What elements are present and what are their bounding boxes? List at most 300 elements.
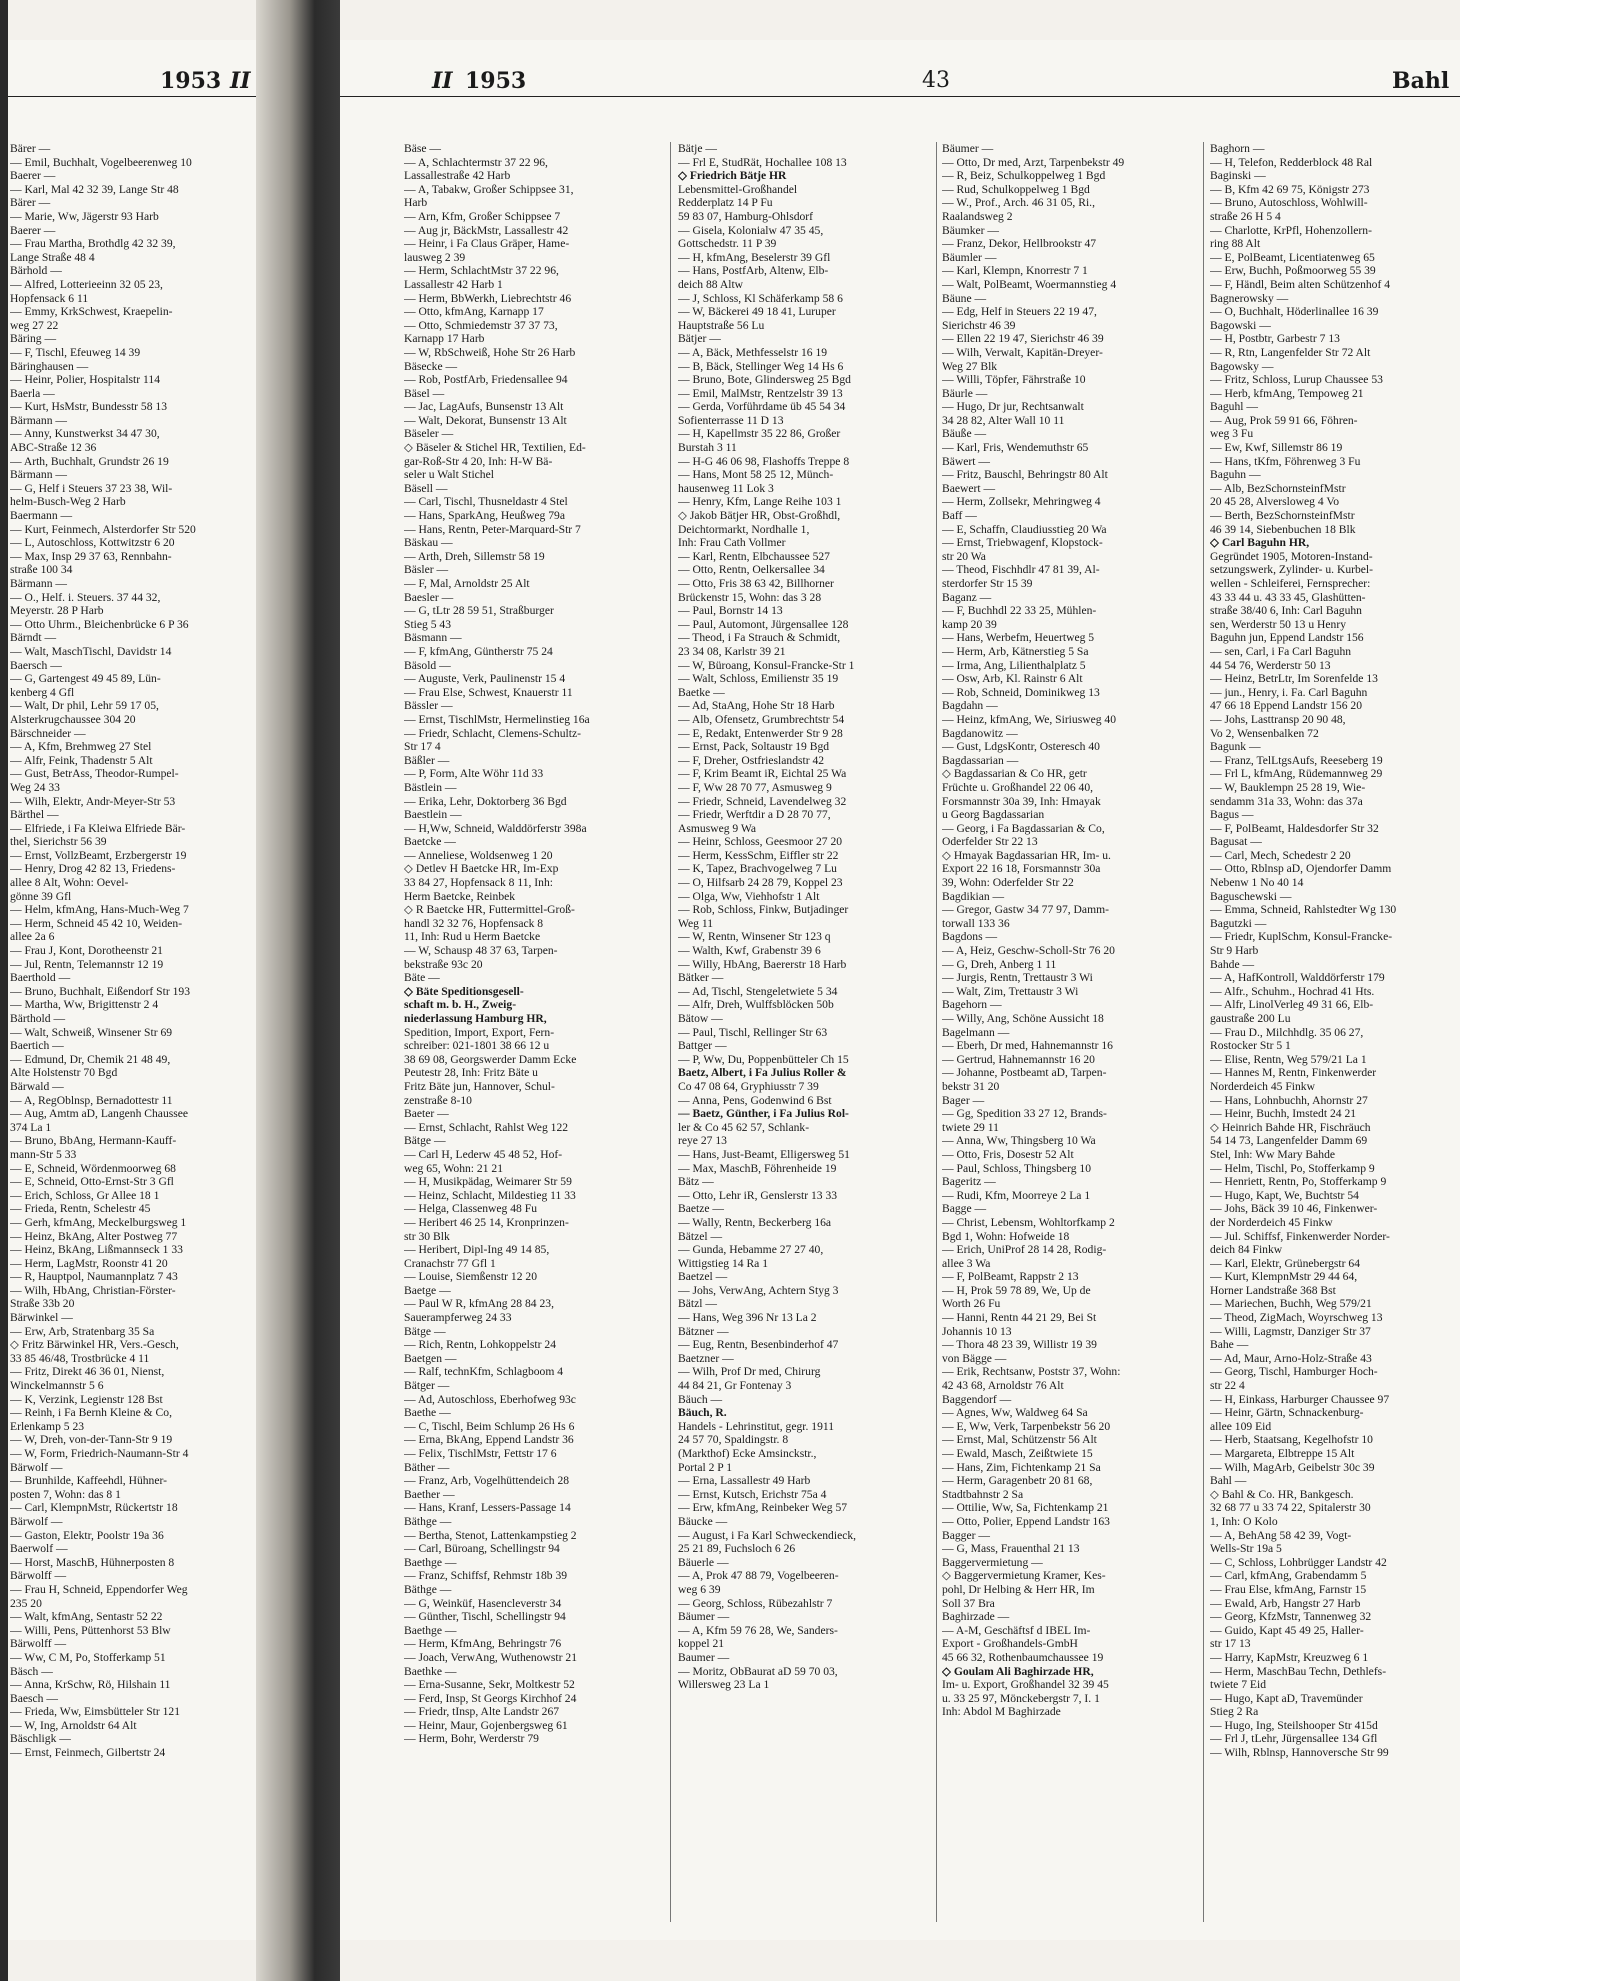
directory-entry-line: seler u Walt Stichel	[404, 468, 494, 482]
directory-entry-line: Bäring —	[10, 332, 57, 346]
directory-entry-line: niederlassung Hamburg HR,	[404, 1012, 547, 1025]
directory-entry-line: — Heinr, Gärtn, Schnackenburg-	[1210, 1406, 1364, 1420]
directory-entry-line: — Hugo, Kapt aD, Travemünder	[1210, 1691, 1363, 1705]
directory-entry-line: — Gunda, Hebamme 27 27 40,	[678, 1243, 824, 1257]
directory-entry-line: — sen, Carl, i Fa Carl Baguhn	[1210, 644, 1352, 658]
directory-entry-line: 374 La 1	[10, 1120, 52, 1134]
directory-entry-line: Raalandsweg 2	[942, 209, 1013, 223]
directory-entry-line: koppel 21	[678, 1637, 725, 1651]
directory-entry-line: posten 7, Wohn: das 8 1	[10, 1487, 121, 1501]
directory-entry-line: allee 2a 6	[10, 930, 55, 944]
directory-entry-line: Bärwinkel —	[10, 1311, 73, 1325]
directory-entry-line: — Otto, Fris 38 63 42, Billhorner	[678, 577, 834, 590]
directory-entry-line: — Rudi, Kfm, Moorreye 2 La 1	[942, 1188, 1091, 1202]
directory-entry-line: — Gertrud, Hahnemannstr 16 20	[942, 1052, 1095, 1066]
directory-entry-line: Bärthold —	[10, 1012, 66, 1025]
directory-entry-line: schreiber: 021-1801 38 66 12 u	[404, 1039, 550, 1053]
directory-entry-line: — W, Büroang, Konsul-Francke-Str 1	[678, 658, 855, 672]
directory-entry-line: Baestlein —	[404, 808, 462, 822]
directory-entry-line: — Edg, Helf in Steuers 22 19 47,	[942, 305, 1097, 319]
directory-column-left-page	[8, 142, 250, 1922]
page-number: 43	[922, 68, 950, 93]
directory-entry-line: — Otto, Lehr iR, Genslerstr 13 33	[678, 1188, 838, 1202]
directory-entry-line: — Eberh, Dr med, Hahnemannstr 16	[942, 1039, 1113, 1053]
directory-entry-line: — Emmy, KrkSchwest, Kraepelin-	[10, 305, 173, 319]
directory-entry-line: — Theod, ZigMach, Woyrschweg 13	[1210, 1311, 1383, 1325]
directory-entry-line: — Bruno, Buchhalt, Eißendorf Str 193	[10, 984, 191, 998]
directory-entry-line: Bäsel —	[404, 386, 445, 400]
directory-entry-line: Baetz, Albert, i Fa Julius Roller &	[678, 1066, 847, 1080]
directory-entry-line: Bageritz —	[942, 1175, 996, 1189]
column-divider	[1203, 142, 1204, 1922]
directory-entry-line: — Gaston, Elektr, Poolstr 19a 36	[10, 1528, 164, 1542]
directory-entry-line: — Hans, Kranf, Lessers-Passage 14	[404, 1501, 571, 1515]
directory-entry-line: — Georg, Tischl, Hamburger Hoch-	[1210, 1365, 1378, 1379]
directory-entry-line: Straße 33b 20	[10, 1297, 75, 1311]
directory-entry-line: — Wilh, Verwalt, Kapitän-Dreyer-	[942, 345, 1103, 359]
directory-entry-line: — Alfr, LinolVerleg 49 31 66, Elb-	[1210, 998, 1374, 1012]
directory-entry-line: Bäsler —	[404, 563, 449, 577]
directory-entry-line: 39, Wohn: Oderfelder Str 22	[942, 876, 1074, 890]
directory-entry-line: ◇ Bäseler & Stichel HR, Textilien, Ed-	[404, 441, 586, 455]
directory-entry-line: — Anna, KrSchw, Rö, Hilshain 11	[10, 1678, 171, 1692]
directory-entry-line: — Frau J, Kont, Dorotheenstr 21	[10, 944, 163, 958]
directory-entry-line: — Willi, Lagmstr, Danziger Str 37	[1210, 1324, 1371, 1338]
directory-entry-line: — Edmund, Dr, Chemik 21 48 49,	[10, 1052, 171, 1066]
directory-entry-line: Bäumker —	[942, 223, 999, 237]
directory-entry-line: — Alfred, Lotterieeinn 32 05 23,	[10, 277, 163, 291]
directory-entry-line: Baff —	[942, 509, 977, 523]
directory-entry-line: — R, Hauptpol, Naumannplatz 7 43	[10, 1270, 178, 1284]
directory-entry-line: — A, Kfm 59 76 28, We, Sanders-	[678, 1623, 838, 1637]
directory-entry-line: — E, Redakt, Entenwerder Str 9 28	[678, 726, 843, 740]
directory-entry-line: Baertich —	[10, 1039, 64, 1053]
directory-entry-line: — Wilh, Elektr, Andr-Meyer-Str 53	[10, 794, 176, 808]
directory-entry-line: — Georg, KfzMstr, Tannenweg 32	[1210, 1610, 1372, 1624]
directory-entry-line: Sierichstr 46 39	[942, 318, 1016, 332]
directory-entry-line: — F, PolBeamt, Haldesdorfer Str 32	[1210, 821, 1379, 835]
directory-entry-line: ◇ R Baetcke HR, Futtermittel-Groß-	[404, 903, 575, 917]
directory-entry-line: Baethge —	[404, 1623, 457, 1637]
directory-entry-line: — Rob, PostfArb, Friedensallee 94	[404, 373, 568, 387]
directory-entry-line: twiete 29 11	[942, 1120, 999, 1134]
directory-entry-line: ◇ Bagdassarian & Co HR, getr	[942, 767, 1087, 781]
directory-entry-line: — Otto, Schmiedemstr 37 37 73,	[404, 318, 558, 332]
directory-entry-line: — Frau H, Schneid, Eppendorfer Weg	[10, 1582, 188, 1596]
directory-entry-line: — Walt, Schloss, Emilienstr 35 19	[678, 672, 839, 686]
directory-entry-line: — Carl, Mech, Schedestr 2 20	[1210, 848, 1351, 862]
directory-entry-line: — Hugo, Kapt, We, Buchtstr 54	[1210, 1188, 1359, 1202]
directory-entry-line: Bätzl —	[678, 1297, 717, 1311]
directory-entry-line: Handels - Lehrinstitut, gegr. 1911	[678, 1419, 835, 1433]
directory-entry-line: Stieg 5 43	[404, 617, 452, 631]
directory-entry-line: — P, Ww, Du, Poppenbütteler Ch 15	[678, 1052, 849, 1066]
directory-entry-line: 33 84 27, Hopfensack 8 11, Inh:	[404, 876, 553, 890]
directory-entry-line: ring 88 Alt	[1210, 237, 1261, 251]
directory-entry-line: — Irma, Ang, Lilienthalplatz 5	[942, 658, 1086, 672]
directory-entry-line: Baerthold —	[10, 971, 71, 985]
directory-entry-line: — Herm, MaschBau Techn, Dethlefs-	[1210, 1664, 1387, 1678]
directory-entry-line: — W., Prof., Arch. 46 31 05, Ri.,	[942, 196, 1095, 210]
directory-entry-line: — Hans, PostfArb, Altenw, Elb-	[678, 264, 829, 278]
directory-entry-line: — Osw, Arb, Kl. Rainstr 6 Alt	[942, 672, 1083, 686]
directory-entry-line: 23 34 08, Karlstr 39 21	[678, 644, 786, 658]
directory-entry-line: Spedition, Import, Export, Fern-	[404, 1025, 555, 1039]
directory-entry-line: Bärwolf —	[10, 1460, 63, 1474]
directory-entry-line: — Paul W R, kfmAng 28 84 23,	[404, 1297, 554, 1311]
directory-entry-line: Baerer —	[10, 169, 56, 183]
directory-entry-line: — G, Helf i Steuers 37 23 38, Wil-	[10, 481, 173, 495]
directory-entry-line: ABC-Straße 12 36	[10, 441, 97, 455]
directory-entry-line: — Gust, LdgsKontr, Osteresch 40	[942, 740, 1100, 754]
directory-entry-line: straße 26 H 5 4	[1210, 209, 1281, 223]
directory-entry-line: 43 33 44 u. 43 33 45, Glashütten-	[1210, 590, 1366, 604]
directory-entry-line: — F, Tischl, Efeuweg 14 39	[10, 345, 141, 359]
directory-entry-line: Bagelmann —	[942, 1025, 1010, 1039]
directory-entry-line: — R, Beiz, Schulkoppelweg 1 Bgd	[942, 169, 1106, 183]
directory-entry-line: Baetcke —	[404, 835, 456, 849]
directory-entry-line: — Gisela, Kolonialw 47 35 45,	[678, 223, 824, 237]
directory-entry-line: Export - Großhandels-GmbH	[942, 1637, 1078, 1651]
directory-entry-line: — Jurgis, Rentn, Trettaustr 3 Wi	[942, 971, 1093, 985]
directory-entry-line: — Ferd, Insp, St Georgs Kirchhof 24	[404, 1691, 577, 1705]
directory-entry-line: Baghorn —	[1210, 142, 1265, 155]
directory-entry-line: — Joach, VerwAng, Wuthenowstr 21	[404, 1650, 577, 1664]
directory-entry-line: — Friedr, tInsp, Alte Landstr 267	[404, 1705, 560, 1719]
directory-entry-line: 59 83 07, Hamburg-Ohlsdorf	[678, 209, 814, 223]
directory-entry-line: — Anna, Ww, Thingsberg 10 Wa	[942, 1134, 1096, 1148]
directory-entry-line: — A, Schlachtermstr 37 22 96,	[404, 155, 548, 169]
directory-entry-line: sterdorfer Str 15 39	[942, 577, 1033, 590]
directory-entry-line: — Otto, Rentn, Oelkersallee 34	[678, 563, 825, 577]
directory-entry-line: — Karl, Klempn, Knorrestr 7 1	[942, 264, 1088, 278]
directory-entry-line: Sofienterrasse 11 D 13	[678, 413, 784, 427]
directory-entry-line: Bäsmann —	[404, 631, 462, 645]
directory-entry-line: Bäuch —	[678, 1392, 723, 1406]
directory-entry-line: Lange Straße 48 4	[10, 250, 95, 264]
directory-entry-line: — Ewald, Masch, Zeißtwiete 15	[942, 1447, 1093, 1460]
directory-entry-line: Asmusweg 9 Wa	[678, 821, 757, 835]
directory-entry-line: — Otto, Fris, Dosestr 52 Alt	[942, 1147, 1074, 1161]
directory-entry-line: — Franz, TelLtgsAufs, Reeseberg 19	[1210, 753, 1383, 767]
directory-column-2	[676, 142, 940, 1922]
directory-entry-line: — Aug, Prok 59 91 66, Föhren-	[1210, 413, 1358, 427]
directory-entry-line: sendamm 31a 33, Wohn: das 37a	[1210, 794, 1363, 808]
directory-entry-line: — Gerh, kfmAng, Meckelburgsweg 1	[10, 1215, 187, 1229]
directory-entry-line: — Carl H, Lederw 45 48 52, Hof-	[404, 1147, 563, 1161]
directory-entry-line: str 30 Blk	[404, 1229, 450, 1243]
directory-entry-line: Früchte u. Großhandel 22 06 40,	[942, 780, 1094, 794]
directory-entry-line: ◇ Carl Baguhn HR,	[1210, 536, 1310, 550]
directory-entry-line: — Fritz, Direkt 46 36 01, Nienst,	[10, 1365, 165, 1379]
directory-entry-line: Baguschewski —	[1210, 889, 1292, 903]
directory-entry-line: Bäsold —	[404, 658, 451, 672]
directory-entry-line: — Fritz, Schloss, Lurup Chaussee 53	[1210, 373, 1383, 387]
directory-entry-line: Winckelmannstr 5 6	[10, 1379, 104, 1393]
directory-entry-line: — Arth, Buchhalt, Grundstr 26 19	[10, 454, 169, 468]
directory-entry-line: — Erik, Rechtsanw, Poststr 37, Wohn:	[942, 1365, 1121, 1379]
directory-entry-line: Bagowsky —	[1210, 359, 1274, 373]
directory-entry-line: — Thora 48 23 39, Willistr 19 39	[942, 1338, 1097, 1352]
directory-entry-line: Bagdikian —	[942, 889, 1005, 903]
directory-entry-line: weg 3 Fu	[1210, 427, 1254, 441]
directory-entry-line: — H, Postbtr, Garbestr 7 13	[1210, 332, 1340, 346]
directory-entry-line: — O, Hilfsarb 24 28 79, Koppel 23	[678, 876, 843, 890]
directory-entry-line: Baersch —	[10, 658, 62, 672]
directory-entry-line: — Fritz, Bauschl, Behringstr 80 Alt	[942, 468, 1108, 482]
directory-entry-line: — Ernst, VollzBeamt, Erzbergerstr 19	[10, 848, 187, 862]
directory-entry-line: Bärschneider —	[10, 726, 86, 740]
directory-entry-line: — Bruno, BbAng, Hermann-Kauff-	[10, 1134, 177, 1148]
directory-entry-line: — H,Ww, Schneid, Walddörferstr 398a	[404, 821, 587, 835]
directory-entry-line: str 22 4	[1210, 1379, 1245, 1393]
directory-entry-line: — Hans, Mont 58 25 12, Münch-	[678, 468, 834, 482]
directory-entry-line: — Emil, Buchhalt, Vogelbeerenweg 10	[10, 155, 192, 169]
directory-entry-line: schaft m. b. H., Zweig-	[404, 998, 517, 1012]
directory-entry-line: Bäsecke —	[404, 359, 458, 373]
directory-entry-line: Hopfensack 6 11	[10, 291, 89, 305]
directory-entry-line: — Theod, i Fa Strauch & Schmidt,	[678, 631, 841, 645]
directory-entry-line: — Walt, MaschTischl, Davidstr 14	[10, 644, 172, 658]
directory-entry-line: — Alb, Ofensetz, Grumbrechtstr 54	[678, 712, 845, 726]
directory-entry-line: Bahde —	[1210, 957, 1255, 971]
directory-entry-line: 44 54 76, Werderstr 50 13	[1210, 658, 1331, 672]
directory-entry-line: Brückenstr 15, Wohn: das 3 28	[678, 590, 822, 604]
directory-entry-line: — Erna-Susanne, Sekr, Moltkestr 52	[404, 1678, 575, 1692]
directory-entry-line: — Willi, Pens, Püttenhorst 53 Blw	[10, 1623, 171, 1637]
directory-entry-line: Bagus —	[1210, 808, 1254, 822]
directory-entry-line: ◇ Friedrich Bätje HR	[678, 169, 787, 183]
directory-entry-line: — P, Form, Alte Wöhr 11d 33	[404, 767, 544, 781]
directory-entry-line: kamp 20 39	[942, 617, 997, 631]
directory-entry-line: — Johanne, Postbeamt aD, Tarpen-	[942, 1066, 1107, 1080]
directory-entry-line: — Karl, Elektr, Grünebergstr 64	[1210, 1256, 1360, 1270]
directory-entry-line: Herm Baetcke, Reinbek	[404, 889, 516, 903]
directory-entry-line: 42 43 68, Arnoldstr 76 Alt	[942, 1379, 1064, 1393]
directory-entry-line: — Hannes M, Rentn, Finkenwerder	[1210, 1066, 1377, 1080]
directory-entry-line: Karnapp 17 Harb	[404, 332, 485, 346]
directory-entry-line: — F, Mal, Arnoldstr 25 Alt	[404, 577, 530, 590]
directory-entry-line: — Bruno, Autoschloss, Wohlwill-	[1210, 196, 1368, 210]
directory-entry-line: Nebenw 1 No 40 14	[1210, 876, 1304, 890]
directory-entry-line: Baguhl —	[1210, 400, 1258, 414]
directory-entry-line: Baerer —	[10, 223, 56, 237]
directory-entry-line: — Ernst, Mal, Schützenstr 56 Alt	[942, 1433, 1097, 1447]
directory-entry-line: — Hugo, Ing, Steilshooper Str 415d	[1210, 1718, 1378, 1732]
directory-entry-line: — Alfr, Feink, Thadenstr 5 Alt	[10, 753, 153, 767]
directory-entry-line: — G, Mass, Frauenthal 21 13	[942, 1542, 1080, 1556]
directory-entry-line: — E, Ww, Verk, Tarpenbekstr 56 20	[942, 1419, 1111, 1433]
directory-entry-line: Bätger —	[404, 1379, 450, 1393]
directory-entry-line: — Hans, SparkAng, Heußweg 79a	[404, 509, 565, 523]
directory-entry-line: Bäskau —	[404, 536, 453, 550]
directory-entry-line: str 17 13	[1210, 1637, 1251, 1651]
directory-entry-line: Bärmann —	[10, 413, 67, 427]
directory-entry-line: — Wilh, MagArb, Geibelstr 30c 39	[1210, 1460, 1375, 1474]
directory-entry-line: — Frl J, tLehr, Jürgensallee 134 Gfl	[1210, 1732, 1378, 1746]
directory-entry-line: — A, Kfm, Brehmweg 27 Stel	[10, 740, 152, 754]
directory-entry-line: 44 84 21, Gr Fontenay 3	[678, 1379, 792, 1393]
directory-entry-line: — Wilh, Rblnsp, Hannoversche Str 99	[1210, 1746, 1389, 1760]
directory-entry-line: Baetgen —	[404, 1351, 457, 1365]
directory-entry-line: Fritz Bäte jun, Hannover, Schul-	[404, 1079, 555, 1093]
directory-entry-line: — Johs, Bäck 39 10 46, Finkenwer-	[1210, 1202, 1378, 1216]
directory-entry-line: Oderfelder Str 22 13	[942, 835, 1038, 849]
directory-entry-line: — Ernst, Pack, Soltaustr 19 Bgd	[678, 740, 830, 754]
directory-entry-line: reye 27 13	[678, 1134, 727, 1148]
directory-entry-line: Bätje —	[678, 142, 717, 155]
directory-entry-line: Bästlein —	[404, 780, 457, 794]
directory-entry-line: — Heinz, BkAng, Lißmannseck 1 33	[10, 1243, 183, 1257]
directory-entry-line: — Herm, Schneid 45 42 10, Weiden-	[10, 916, 183, 930]
directory-entry-line: deich 84 Finkw	[1210, 1243, 1283, 1257]
directory-entry-line: — Heribert 46 25 14, Kronprinzen-	[404, 1215, 569, 1229]
directory-entry-line: thel, Sierichstr 56 39	[10, 835, 107, 849]
directory-entry-line: — Frieda, Ww, Eimsbütteler Str 121	[10, 1705, 181, 1719]
directory-entry-line: Bäumer —	[942, 142, 994, 155]
directory-entry-line: — H, Musikpädag, Weimarer Str 59	[404, 1175, 572, 1189]
directory-entry-line: — Mariechen, Buchh, Weg 579/21	[1210, 1297, 1372, 1311]
directory-entry-line: — O, Buchhalt, Höderlinallee 16 39	[1210, 305, 1379, 319]
directory-entry-line: — Ww, C M, Po, Stofferkamp 51	[10, 1650, 166, 1664]
left-header-volume: II	[230, 68, 251, 94]
directory-entry-line: Bäse —	[404, 142, 442, 155]
directory-entry-line: Bärwald —	[10, 1079, 64, 1093]
directory-entry-line: Bäseler —	[404, 427, 454, 441]
directory-entry-line: — Karl, Fris, Wendemuthstr 65	[942, 441, 1089, 455]
directory-entry-line: ◇ Bahl & Co. HR, Bankgesch.	[1210, 1487, 1354, 1501]
directory-entry-line: — Arn, Kfm, Großer Schippsee 7	[404, 209, 561, 223]
directory-entry-line: — Franz, Arb, Vogelhüttendeich 28	[404, 1474, 570, 1488]
directory-entry-line: — Baetz, Günther, i Fa Julius Rol-	[678, 1107, 849, 1121]
left-page-header	[8, 66, 256, 97]
directory-entry-line: — A, Heiz, Geschw-Scholl-Str 76 20	[942, 944, 1115, 958]
directory-entry-line: — J, Schloss, Kl Schäferkamp 58 6	[678, 291, 843, 305]
directory-entry-line: — Hans, Rentn, Peter-Marquard-Str 7	[404, 522, 581, 536]
directory-entry-line: Bgd 1, Wohn: Hofweide 18	[942, 1229, 1070, 1243]
directory-entry-line: — Ad, Tischl, Stengeletwiete 5 34	[678, 984, 838, 998]
directory-entry-line: Bagdassarian —	[942, 753, 1019, 767]
directory-entry-line: — G, Dreh, Anberg 1 11	[942, 957, 1057, 971]
directory-entry-line: Bagdons —	[942, 930, 998, 944]
directory-entry-line: Gottschedstr. 11 P 39	[678, 237, 777, 251]
directory-entry-line: — Ad, Autoschloss, Eberhofweg 93c	[404, 1392, 576, 1406]
directory-entry-line: Burstah 3 11	[678, 441, 737, 455]
directory-entry-line: — K, Tapez, Brachvogelweg 7 Lu	[678, 862, 837, 876]
directory-entry-line: 24 57 70, Spaldingstr. 8	[678, 1433, 789, 1447]
directory-entry-line: Bätge —	[404, 1134, 446, 1148]
directory-entry-line: kenberg 4 Gfl	[10, 685, 75, 699]
directory-entry-line: ler & Co 45 62 57, Schlank-	[678, 1120, 810, 1134]
directory-entry-line: ◇ Baggervermietung Kramer, Kes-	[942, 1569, 1106, 1583]
directory-entry-line: Bäte —	[404, 971, 440, 985]
directory-entry-line: — Otto Uhrm., Bleichenbrücke 6 P 36	[10, 617, 189, 631]
book-spine	[256, 0, 340, 1981]
directory-entry-line: — Otto, Rblnsp aD, Ojendorfer Damm	[1210, 862, 1392, 876]
directory-entry-line: Bäurle —	[942, 386, 988, 400]
directory-entry-line: — Erich, Schloss, Gr Allee 18 1	[10, 1188, 160, 1202]
directory-entry-line: bekstr 31 20	[942, 1079, 1000, 1093]
right-page-header	[340, 66, 1460, 97]
directory-entry-line: twiete 7 Eid	[1210, 1678, 1267, 1692]
directory-entry-line: Bahe —	[1210, 1338, 1249, 1352]
directory-entry-line: — Carl, Büroang, Schellingstr 94	[404, 1542, 560, 1556]
directory-entry-line: mann-Str 5 33	[10, 1147, 77, 1161]
directory-entry-line: — Willy, HbAng, Baererstr 18 Harb	[678, 957, 847, 971]
directory-entry-line: Baethge —	[404, 1555, 457, 1569]
directory-entry-line: Wittigstieg 14 Ra 1	[678, 1256, 769, 1270]
directory-column-4	[1208, 142, 1460, 1922]
directory-entry-line: — Gregor, Gastw 34 77 97, Damm-	[942, 903, 1109, 917]
directory-entry-line: Wells-Str 19a 5	[1210, 1542, 1282, 1556]
running-head: Bahl	[1392, 68, 1450, 94]
directory-entry-line: u. 33 25 97, Mönckebergstr 7, I. 1	[942, 1691, 1100, 1705]
directory-entry-line: — C, Tischl, Beim Schlump 26 Hs 6	[404, 1419, 575, 1433]
directory-entry-line: ◇ Jakob Bätjer HR, Obst-Großhdl,	[678, 509, 841, 523]
directory-entry-line: Bäucke —	[678, 1514, 728, 1528]
directory-entry-line: Bagdahn —	[942, 699, 998, 713]
directory-entry-line: — F, Ww 28 70 77, Asmusweg 9	[678, 780, 832, 794]
directory-entry-line: — Frieda, Rentn, Schelestr 45	[10, 1202, 151, 1216]
directory-entry-line: Bäthge —	[404, 1582, 452, 1596]
directory-entry-line: Bagehorn —	[942, 998, 1002, 1012]
directory-entry-line: — Herm, Garagenbetr 20 81 68,	[942, 1474, 1093, 1488]
directory-entry-line: — H, Kapellmstr 35 22 86, Großer	[678, 427, 841, 441]
directory-entry-line: Rostocker Str 5 1	[1210, 1039, 1291, 1053]
directory-entry-line: — Kurt, KlempnMstr 29 44 64,	[1210, 1270, 1358, 1284]
directory-entry-line: — Otto, Dr med, Arzt, Tarpenbekstr 49	[942, 155, 1125, 169]
directory-entry-line: Willersweg 23 La 1	[678, 1678, 770, 1692]
directory-entry-line: — A, HafKontroll, Walddörferstr 179	[1210, 971, 1385, 985]
directory-entry-line: Bärwolff —	[10, 1637, 67, 1651]
directory-entry-line: — Marie, Ww, Jägerstr 93 Harb	[10, 209, 159, 223]
directory-entry-line: Portal 2 P 1	[678, 1460, 733, 1474]
directory-entry-line: — Henry, Kfm, Lange Reihe 103 1	[678, 495, 842, 509]
directory-entry-line: — Anny, Kunstwerkst 34 47 30,	[10, 427, 160, 441]
directory-entry-line: Str 9 Harb	[1210, 944, 1259, 958]
directory-entry-line: Deichtormarkt, Nordhalle 1,	[678, 522, 810, 536]
directory-entry-line: — A, RegOblnsp, Bernadottestr 11	[10, 1093, 173, 1107]
directory-entry-line: Bäwert —	[942, 454, 990, 468]
directory-entry-line: Bärndt —	[10, 631, 57, 645]
directory-entry-line: — Hans, tKfm, Föhrenweg 3 Fu	[1210, 454, 1361, 468]
directory-entry-line: — Rob, Schneid, Dominikweg 13	[942, 685, 1100, 699]
directory-entry-line: — F, Dreher, Ostfrieslandstr 42	[678, 753, 825, 767]
directory-entry-line: Bätker —	[678, 971, 724, 985]
directory-entry-line: — Arth, Dreh, Sillemstr 58 19	[404, 549, 545, 563]
directory-entry-line: — Hans, Werbefm, Heuertweg 5	[942, 631, 1095, 645]
directory-entry-line: straße 38/40 6, Inh: Carl Baguhn	[1210, 604, 1362, 618]
directory-entry-line: Baermann —	[10, 509, 73, 523]
directory-entry-line: — B, Bäck, Stellinger Weg 14 Hs 6	[678, 359, 844, 373]
directory-entry-line: ◇ Fritz Bärwinkel HR, Vers.-Gesch,	[10, 1338, 179, 1352]
directory-entry-line: Erlenkamp 5 23	[10, 1419, 85, 1433]
directory-entry-line: — Eug, Rentn, Besenbinderhof 47	[678, 1338, 839, 1352]
directory-entry-line: — G, Gartengest 49 45 89, Lün-	[10, 672, 161, 686]
directory-entry-line: — Agnes, Ww, Waldweg 64 Sa	[942, 1406, 1088, 1420]
directory-entry-line: — Paul, Tischl, Rellinger Str 63	[678, 1025, 828, 1039]
directory-entry-line: Stel, Inh: Ww Mary Bahde	[1210, 1147, 1336, 1161]
directory-entry-line: 45 66 32, Rothenbaumchaussee 19	[942, 1650, 1104, 1664]
directory-entry-line: von Bägge —	[942, 1351, 1007, 1365]
directory-entry-line: pohl, Dr Helbing & Herr HR, Im	[942, 1582, 1095, 1596]
directory-entry-line: — W, Bauklempn 25 28 19, Wie-	[1210, 780, 1366, 794]
directory-entry-line: — O., Helf. i. Steuers. 37 44 32,	[10, 590, 161, 604]
directory-entry-line: Co 47 08 64, Gryphiusstr 7 39	[678, 1079, 819, 1093]
directory-entry-line: — Friedr, Werftdir a D 28 70 77,	[678, 808, 831, 822]
directory-entry-line: — Heinz, Schlacht, Mildestieg 11 33	[404, 1188, 576, 1202]
directory-entry-line: Hauptstraße 56 Lu	[678, 318, 765, 332]
